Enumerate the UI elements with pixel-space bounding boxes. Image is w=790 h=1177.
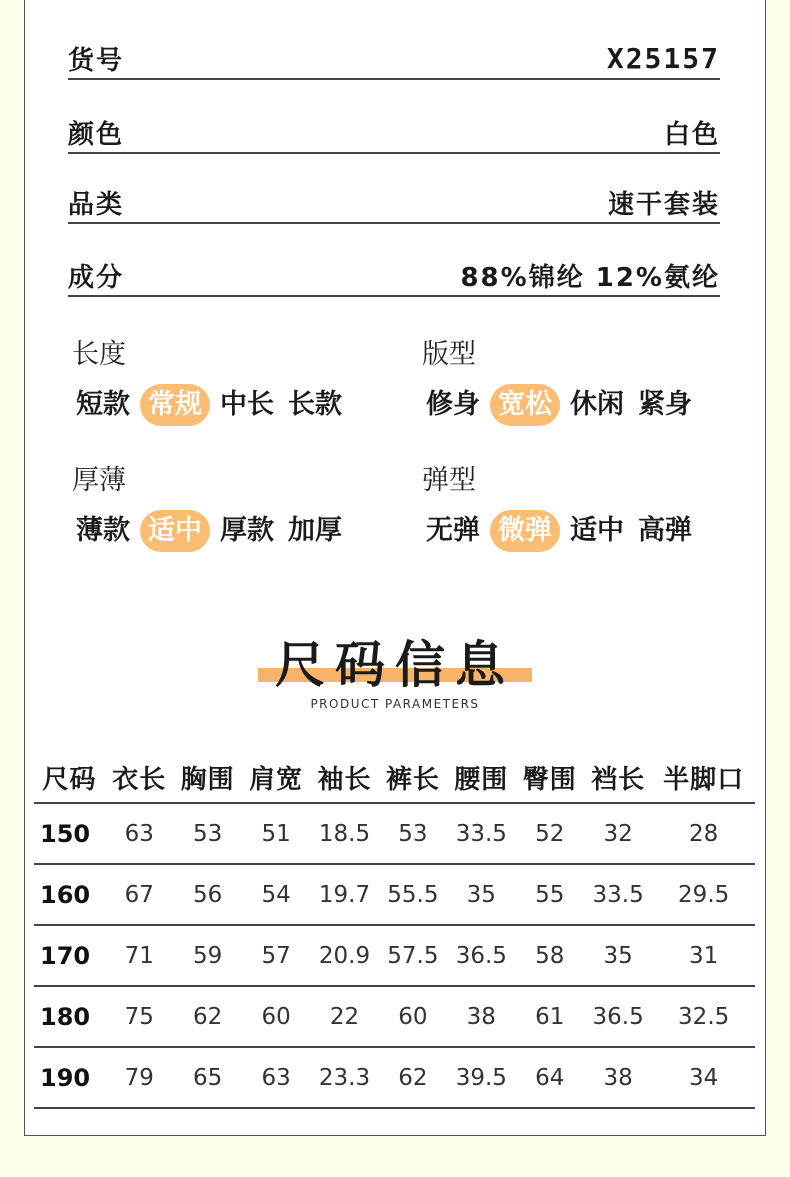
info-row-sku — [68, 38, 720, 80]
measure-cell: 29.5 — [652, 864, 755, 925]
section-title-text: 尺码信息 — [275, 636, 515, 694]
option-chip-selected: 微弹 — [490, 510, 560, 552]
measure-cell: 55.5 — [379, 864, 447, 925]
measure-cell: 32.5 — [652, 986, 755, 1047]
column-header: 袖长 — [310, 752, 378, 803]
size-cell: 150 — [34, 803, 105, 864]
measure-cell: 36.5 — [584, 986, 652, 1047]
option-chip: 中长 — [220, 389, 274, 420]
color-label: 颜色 — [68, 119, 125, 150]
measure-cell: 61 — [516, 986, 584, 1047]
measure-cell: 60 — [379, 986, 447, 1047]
measure-cell: 64 — [516, 1047, 584, 1108]
column-header: 臀围 — [516, 752, 584, 803]
color-value: 白色 — [663, 119, 720, 150]
sku-label: 货号 — [68, 45, 125, 76]
measure-cell: 28 — [652, 803, 755, 864]
category-value: 速干套装 — [607, 189, 720, 220]
size-table-body — [34, 803, 755, 1108]
column-header: 胸围 — [173, 752, 241, 803]
measure-cell: 67 — [105, 864, 173, 925]
measure-cell: 63 — [242, 1047, 310, 1108]
measure-cell: 53 — [173, 803, 241, 864]
info-row-color — [68, 112, 720, 154]
measure-cell: 32 — [584, 803, 652, 864]
section-title — [0, 625, 790, 697]
measure-cell: 20.9 — [310, 925, 378, 986]
category-label: 品类 — [68, 189, 125, 220]
attr-title: 厚薄 — [72, 465, 126, 496]
attr-options — [72, 384, 392, 426]
size-cell: 180 — [34, 986, 105, 1047]
measure-cell: 34 — [652, 1047, 755, 1108]
attr-title: 长度 — [72, 339, 126, 370]
measure-cell: 53 — [379, 803, 447, 864]
measure-cell: 54 — [242, 864, 310, 925]
option-chip: 紧身 — [638, 389, 692, 420]
measure-cell: 19.7 — [310, 864, 378, 925]
table-row — [34, 1047, 755, 1108]
measure-cell: 31 — [652, 925, 755, 986]
measure-cell: 71 — [105, 925, 173, 986]
column-header: 尺码 — [34, 752, 105, 803]
table-row — [34, 986, 755, 1047]
option-chip: 长款 — [288, 389, 342, 420]
option-chip-selected: 宽松 — [490, 384, 560, 426]
sku-value: X25157 — [606, 41, 720, 75]
attr-options — [72, 510, 392, 552]
attr-title: 弹型 — [422, 465, 476, 496]
attr-elasticity — [422, 458, 742, 552]
measure-cell: 39.5 — [447, 1047, 515, 1108]
table-row — [34, 803, 755, 864]
option-chip: 短款 — [76, 389, 130, 420]
option-chip: 休闲 — [570, 389, 624, 420]
measure-cell: 36.5 — [447, 925, 515, 986]
option-chip: 加厚 — [288, 515, 342, 546]
measure-cell: 57.5 — [379, 925, 447, 986]
column-header: 腰围 — [447, 752, 515, 803]
table-row — [34, 925, 755, 986]
material-label: 成分 — [68, 262, 125, 293]
attr-options — [422, 510, 742, 552]
measure-cell: 35 — [447, 864, 515, 925]
info-row-category — [68, 182, 720, 224]
measure-cell: 23.3 — [310, 1047, 378, 1108]
measure-cell: 65 — [173, 1047, 241, 1108]
measure-cell: 38 — [447, 986, 515, 1047]
measure-cell: 52 — [516, 803, 584, 864]
measure-cell: 79 — [105, 1047, 173, 1108]
measure-cell: 18.5 — [310, 803, 378, 864]
material-value: 88%锦纶 12%氨纶 — [460, 262, 720, 293]
option-chip-selected: 适中 — [140, 510, 210, 552]
option-chip: 无弹 — [426, 515, 480, 546]
column-header: 裤长 — [379, 752, 447, 803]
measure-cell: 33.5 — [584, 864, 652, 925]
measure-cell: 58 — [516, 925, 584, 986]
size-cell: 170 — [34, 925, 105, 986]
measure-cell: 55 — [516, 864, 584, 925]
attr-length — [72, 332, 392, 426]
measure-cell: 57 — [242, 925, 310, 986]
measure-cell: 62 — [173, 986, 241, 1047]
option-chip: 厚款 — [220, 515, 274, 546]
option-chip-selected: 常规 — [140, 384, 210, 426]
column-header: 半脚口 — [652, 752, 755, 803]
size-table-header — [34, 752, 755, 803]
attr-fit — [422, 332, 742, 426]
measure-cell: 51 — [242, 803, 310, 864]
measure-cell: 62 — [379, 1047, 447, 1108]
column-header: 衣长 — [105, 752, 173, 803]
option-chip: 薄款 — [76, 515, 130, 546]
attr-thickness — [72, 458, 392, 552]
measure-cell: 59 — [173, 925, 241, 986]
option-chip: 适中 — [570, 515, 624, 546]
measure-cell: 35 — [584, 925, 652, 986]
measure-cell: 33.5 — [447, 803, 515, 864]
option-chip: 修身 — [426, 389, 480, 420]
info-row-material — [68, 255, 720, 297]
size-cell: 160 — [34, 864, 105, 925]
table-row — [34, 864, 755, 925]
attr-title: 版型 — [422, 339, 476, 370]
measure-cell: 56 — [173, 864, 241, 925]
measure-cell: 38 — [584, 1047, 652, 1108]
measure-cell: 60 — [242, 986, 310, 1047]
measure-cell: 22 — [310, 986, 378, 1047]
attr-options — [422, 384, 742, 426]
column-header: 肩宽 — [242, 752, 310, 803]
column-header: 裆长 — [584, 752, 652, 803]
measure-cell: 63 — [105, 803, 173, 864]
section-subtitle: PRODUCT PARAMETERS — [310, 697, 480, 711]
option-chip: 高弹 — [638, 515, 692, 546]
size-table — [34, 752, 755, 1109]
measure-cell: 75 — [105, 986, 173, 1047]
size-cell: 190 — [34, 1047, 105, 1108]
